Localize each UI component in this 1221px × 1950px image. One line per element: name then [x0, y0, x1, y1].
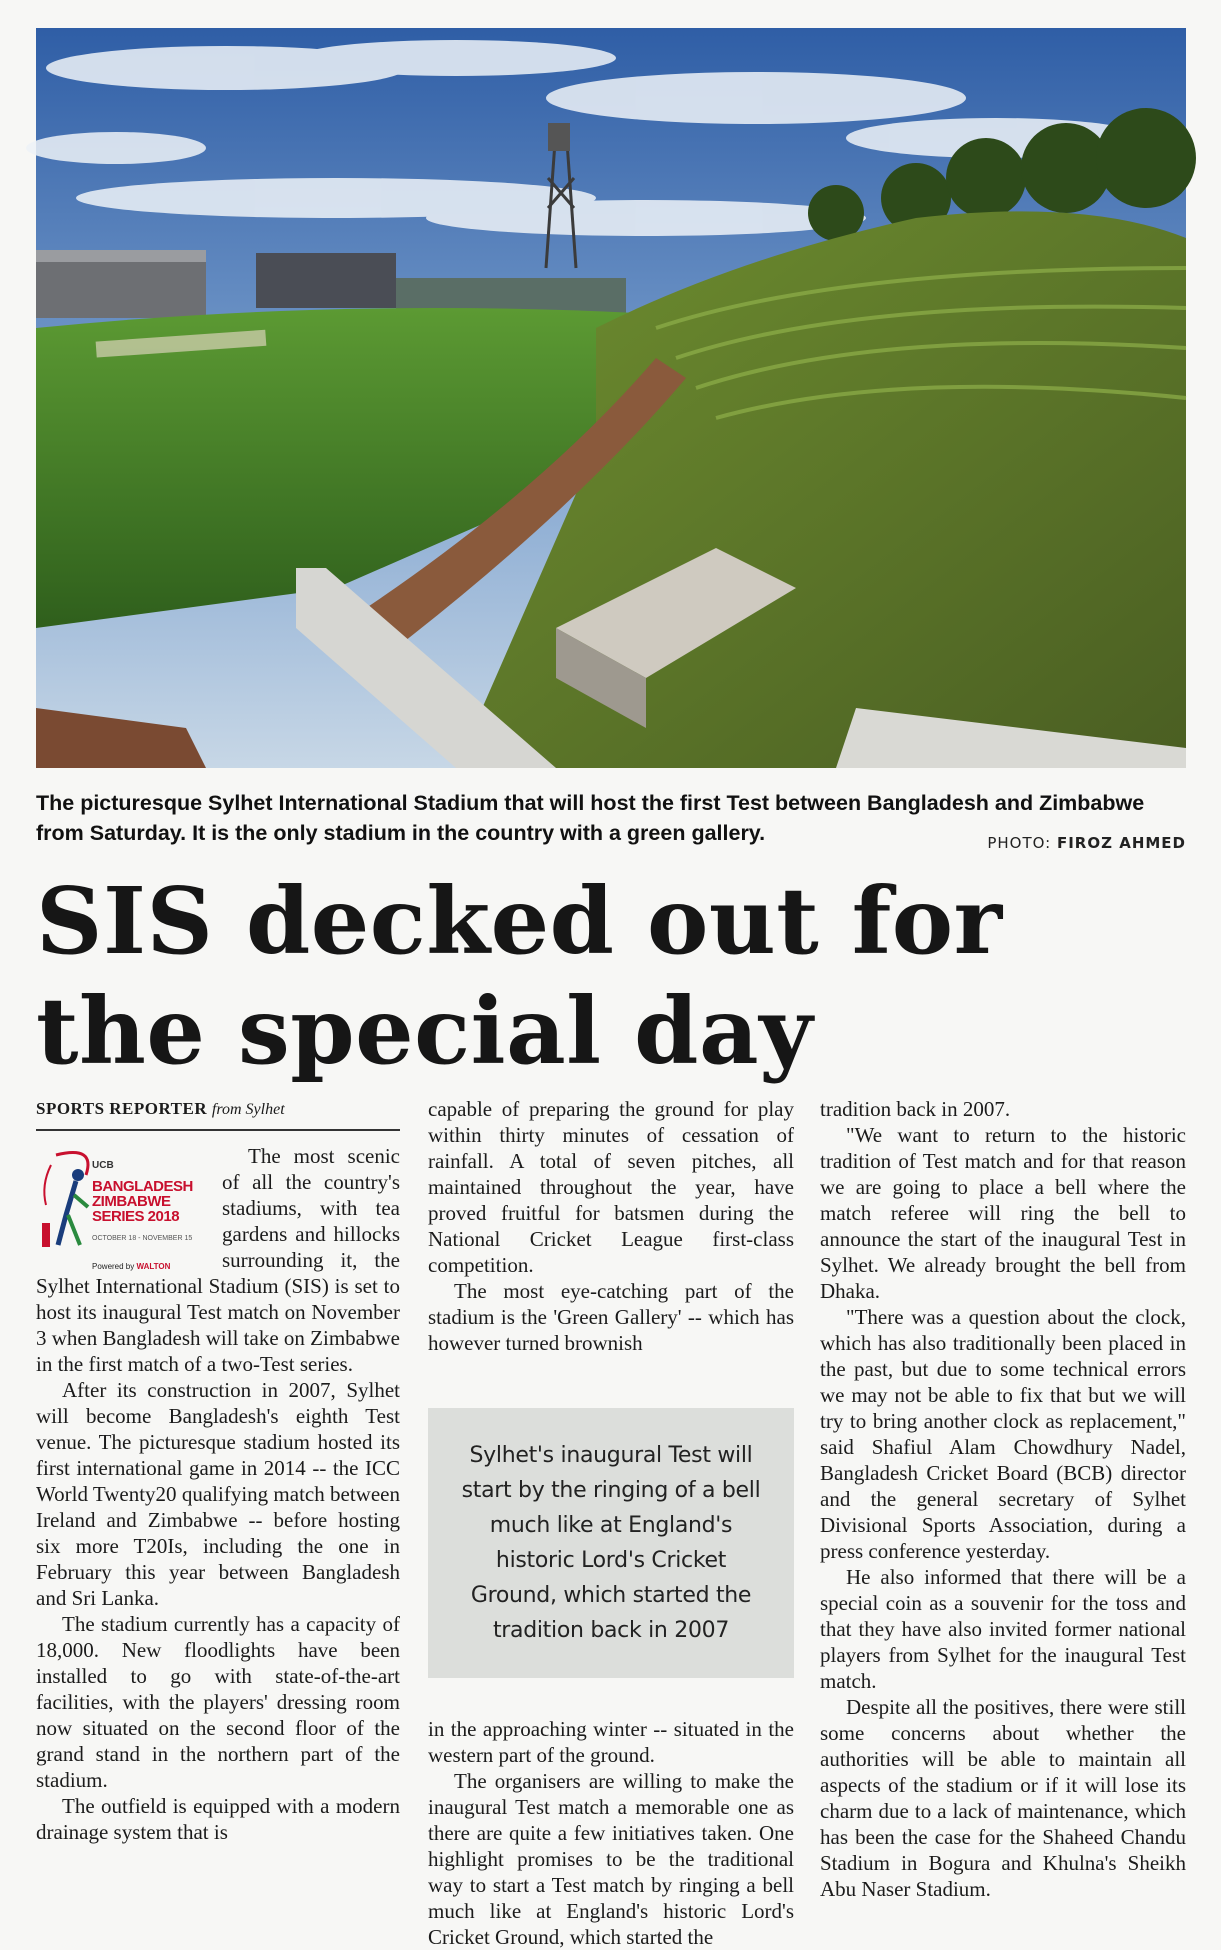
article-column-3: [820, 1096, 1186, 1926]
paragraph: The outfield is equipped with a modern drainage system that is: [36, 1794, 400, 1844]
paragraph: The most scenic of all the country's stadiums, with tea gardens and hillocks surrounding it, the Sylhet International Stadium (SIS) is set to host its inaugural Test match on November 3 when Bangladesh will take on Zimbabwe in the first match of a two-Test series.: [36, 1144, 400, 1376]
paragraph: The stadium currently has a capacity of 18,000. New floodlights have been installed to go with state-of-the-art facilities, with the players' dressing room now situated on the second floor of the grand stand in the northern part of the stadium.: [36, 1612, 400, 1792]
photo-credit: [987, 834, 1186, 852]
logo-sponsor: [92, 1254, 210, 1280]
paragraph: "There was a question about the clock, which has also traditionally been placed in the past, but due to some technical errors we may not be able to fix that but we will try to bring another clock as replacement," said Shafiul Alam Chowdhury Nadel, Bangladesh Cricket Board (BCB) director and the general secretary of Sylhet Divisional Sports Association, during a press conference yesterday.: [820, 1305, 1186, 1563]
byline-location: from Sylhet: [211, 1101, 285, 1118]
logo-line-1: BANGLADESH: [92, 1178, 193, 1195]
series-logo-text: [92, 1145, 210, 1280]
logo-ucb: UCB: [92, 1160, 114, 1171]
headline-line-2: the special day: [36, 977, 814, 1085]
stadium-photo: [36, 28, 1186, 768]
paragraph: After its construction in 2007, Sylhet will become Bangladesh's eighth Test venue. The picturesque stadium hosted its first international game in 2014 -- the ICC World Twenty20 qualifying match between Ireland and Zimbabwe -- before hosting six more T20Is, including the one in February this year between Bangladesh and Sri Lanka.: [36, 1378, 400, 1610]
paragraph: capable of preparing the ground for play within thirty minutes of cessation of rainfall. A total of seven pitches, all maintained throughout the year, have proved fruitful for batsmen during the National Cricket League first-class competition.: [428, 1097, 794, 1277]
paragraph: The organisers are willing to make the inaugural Test match a memorable one as there are quite a few initiatives taken. One highlight promises to be the traditional way to start a Test match by ringing a bell much like at England's historic Lord's Cricket Ground, which started the: [428, 1769, 794, 1949]
photo-credit-name: FIROZ AHMED: [1056, 834, 1186, 852]
photo-credit-label: PHOTO:: [987, 834, 1052, 852]
paragraph: tradition back in 2007.: [820, 1097, 1011, 1121]
headline: [36, 866, 1186, 1086]
byline-reporter: SPORTS REPORTER: [36, 1099, 208, 1118]
paragraph: in the approaching winter -- situated in the western part of the ground.: [428, 1717, 794, 1767]
paragraph: Despite all the positives, there were still some concerns about whether the authorities will be able to maintain all aspects of the stadium or if it will lose its charm due to a lack of maintenance, which has been the case for the Shaheed Chandu Stadium in Bogura and Khulna's Sheikh Abu Naser Stadium.: [820, 1695, 1186, 1901]
logo-sponsor-prefix: Powered by: [92, 1262, 135, 1271]
series-logo: [36, 1145, 210, 1271]
paragraph: "We want to return to the historic tradition of Test match and for that reason we are going to place a bell where the match referee will ring the bell to announce the start of the inaugural Test in Sylhet. We already brought the bell from Dhaka.: [820, 1123, 1186, 1303]
caption-line-1: The picturesque Sylhet International Stadium that will host the first Test between Bangladesh and Zimbabwe: [36, 791, 1145, 815]
headline-line-1: SIS decked out for: [36, 867, 1003, 975]
logo-dates: OCTOBER 18 - NOVEMBER 15: [92, 1235, 193, 1242]
byline: [36, 1096, 400, 1131]
article-column-1: [36, 1096, 400, 1926]
stadium-photo-image: [36, 28, 1186, 768]
paragraph: The most eye-catching part of the stadium is the 'Green Gallery' -- which has however turned brownish: [428, 1279, 794, 1355]
logo-line-3: SERIES 2018: [92, 1208, 180, 1225]
logo-line-2: ZIMBABWE: [92, 1193, 171, 1210]
pull-quote: Sylhet's inaugural Test will start by the ringing of a bell much like at England's historic Lord's Cricket Ground, which started the tradition back in 2007: [428, 1408, 794, 1678]
logo-sponsor-name: WALTON: [136, 1262, 171, 1271]
caption-line-2: from Saturday. It is the only stadium in the country with a green gallery.: [36, 821, 766, 845]
paragraph: He also informed that there will be a special coin as a souvenir for the toss and that they have also invited former national players from Sylhet for the inaugural Test match.: [820, 1565, 1186, 1693]
article-column-2: [428, 1096, 794, 1949]
